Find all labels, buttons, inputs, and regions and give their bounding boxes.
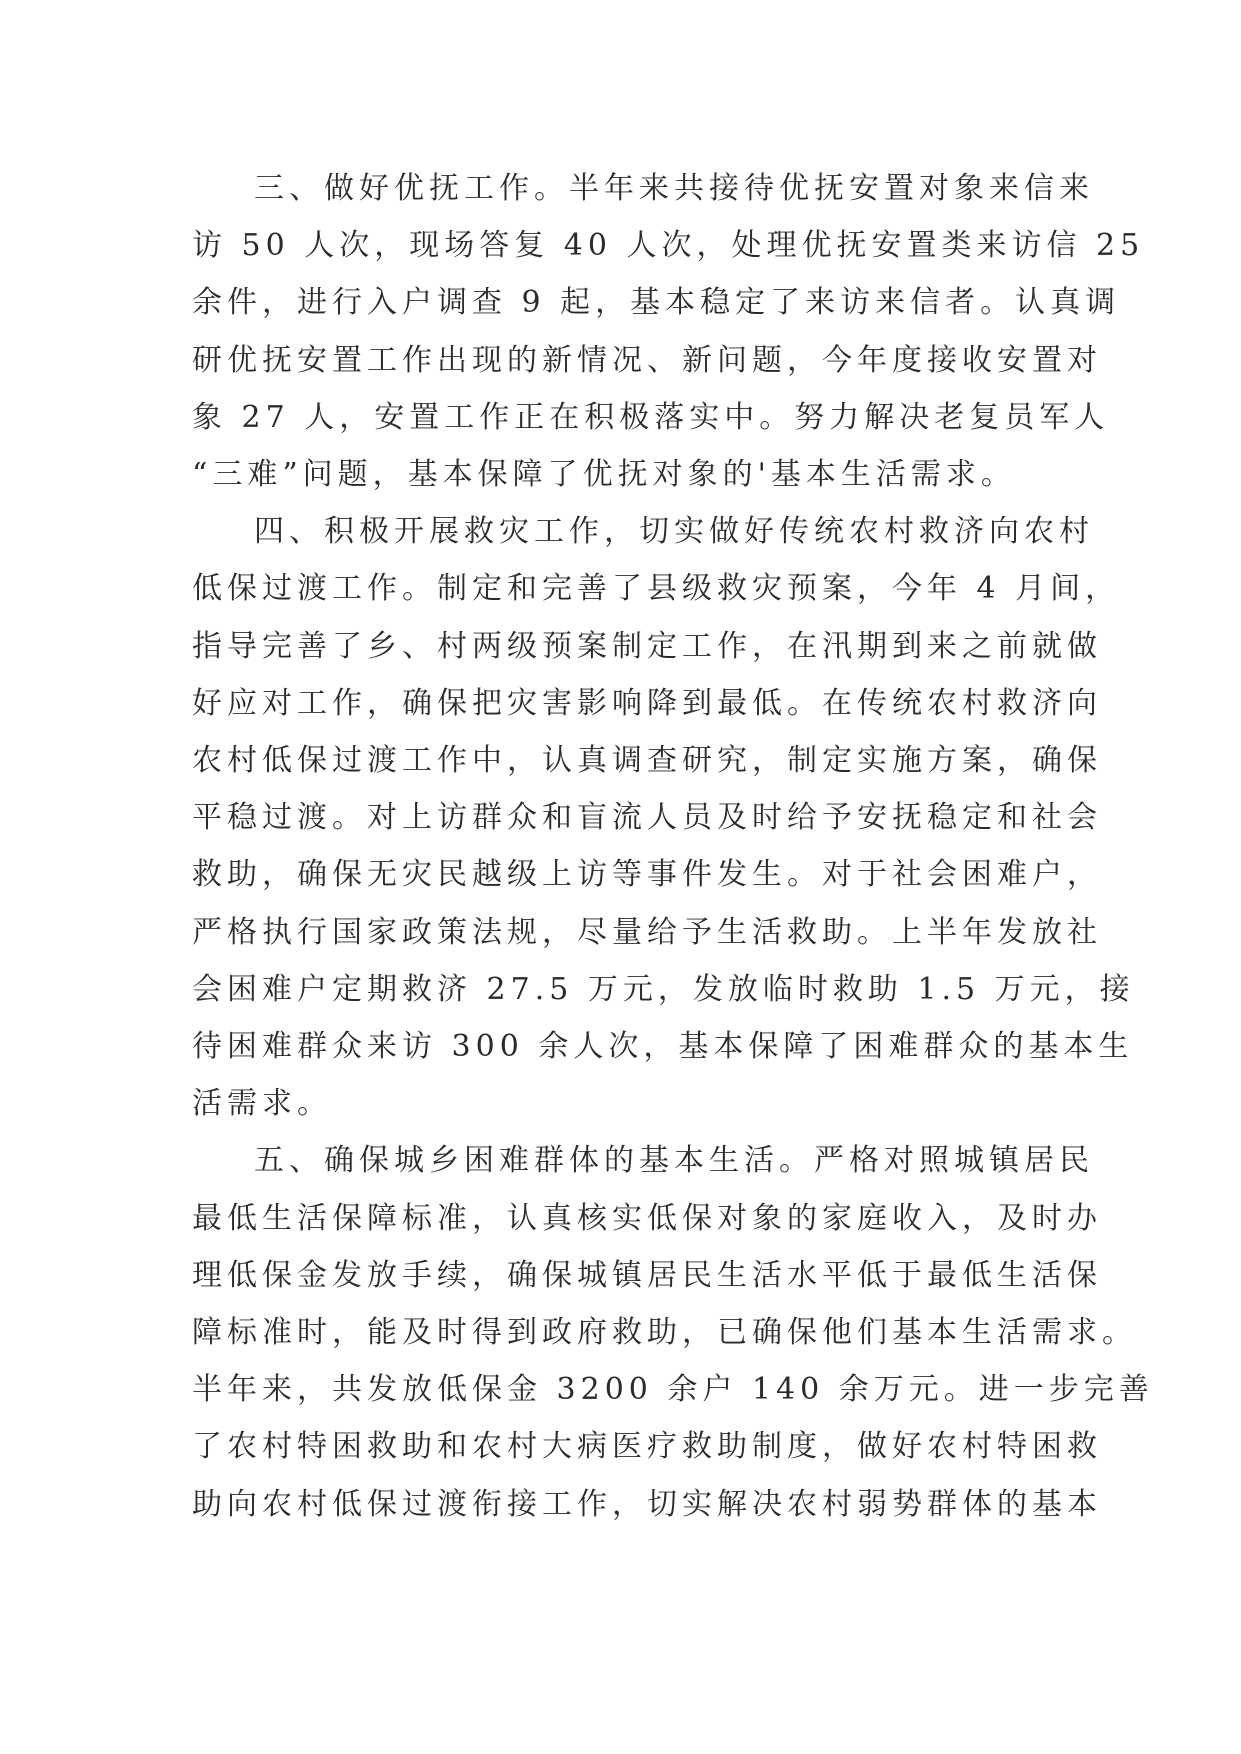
text-line: 访 50 人次，现场答复 40 人次，处理优抚安置类来访信 25 [192, 228, 1145, 264]
text-line: 最低生活保障标准，认真核实低保对象的家庭收入，及时办 [192, 1200, 1102, 1236]
paragraph-jiuzai [192, 503, 1135, 1132]
text-line: 农村低保过渡工作中，认真调查研究，制定实施方案，确保 [192, 743, 1102, 779]
text-line: 待困难群众来访 300 余人次，基本保障了困难群众的基本生 [192, 1029, 1134, 1065]
text-line: 严格执行国家政策法规，尽量给予生活救助。上半年发放社 [192, 914, 1102, 950]
text-line: 五、确保城乡困难群体的基本生活。严格对照城镇居民 [254, 1143, 1094, 1179]
text-line: 活需求。 [192, 1086, 332, 1122]
text-line: 四、积极开展救灾工作，切实做好传统农村救济向农村 [254, 514, 1094, 550]
text-line: 会困难户定期救济 27.5 万元，发放临时救助 1.5 万元，接 [192, 971, 1135, 1007]
text-line: 助向农村低保过渡衔接工作，切实解决农村弱势群体的基本 [192, 1486, 1102, 1522]
text-line: 平稳过渡。对上访群众和盲流人员及时给予安抚稳定和社会 [192, 800, 1102, 836]
text-line: 障标准时，能及时得到政府救助，已确保他们基本生活需求。 [192, 1315, 1137, 1351]
text-line: 研优抚安置工作出现的新情况、新问题，今年度接收安置对 [192, 342, 1102, 378]
text-line: 低保过渡工作。制定和完善了县级救灾预案，今年 4 月间， [192, 571, 1121, 607]
text-line: 救助，确保无灾民越级上访等事件发生。对于社会困难户， [192, 857, 1102, 893]
paragraph-dibao [192, 1132, 1154, 1532]
text-line: 三、做好优抚工作。半年来共接待优抚安置对象来信来 [254, 171, 1094, 206]
text-line: 了农村特困救助和农村大病医疗救助制度，做好农村特困救 [192, 1429, 1102, 1465]
text-line: 象 27 人，安置工作正在积极落实中。努力解决老复员军人 [192, 399, 1110, 435]
text-line: 好应对工作，确保把灾害影响降到最低。在传统农村救济向 [192, 685, 1102, 721]
text-line: 半年来，共发放低保金 3200 余户 140 余万元。进一步完善 [192, 1372, 1154, 1408]
paragraph-youfu [192, 160, 1145, 503]
text-line: 指导完善了乡、村两级预案制定工作，在汛期到来之前就做 [192, 628, 1102, 664]
document-body [192, 160, 1154, 1533]
text-line: “三难”问题，基本保障了优抚对象的'基本生活需求。 [192, 457, 1016, 493]
text-line: 余件，进行入户调查 9 起，基本稳定了来访来信者。认真调 [192, 285, 1121, 321]
text-line: 理低保金发放手续，确保城镇居民生活水平低于最低生活保 [192, 1257, 1102, 1293]
